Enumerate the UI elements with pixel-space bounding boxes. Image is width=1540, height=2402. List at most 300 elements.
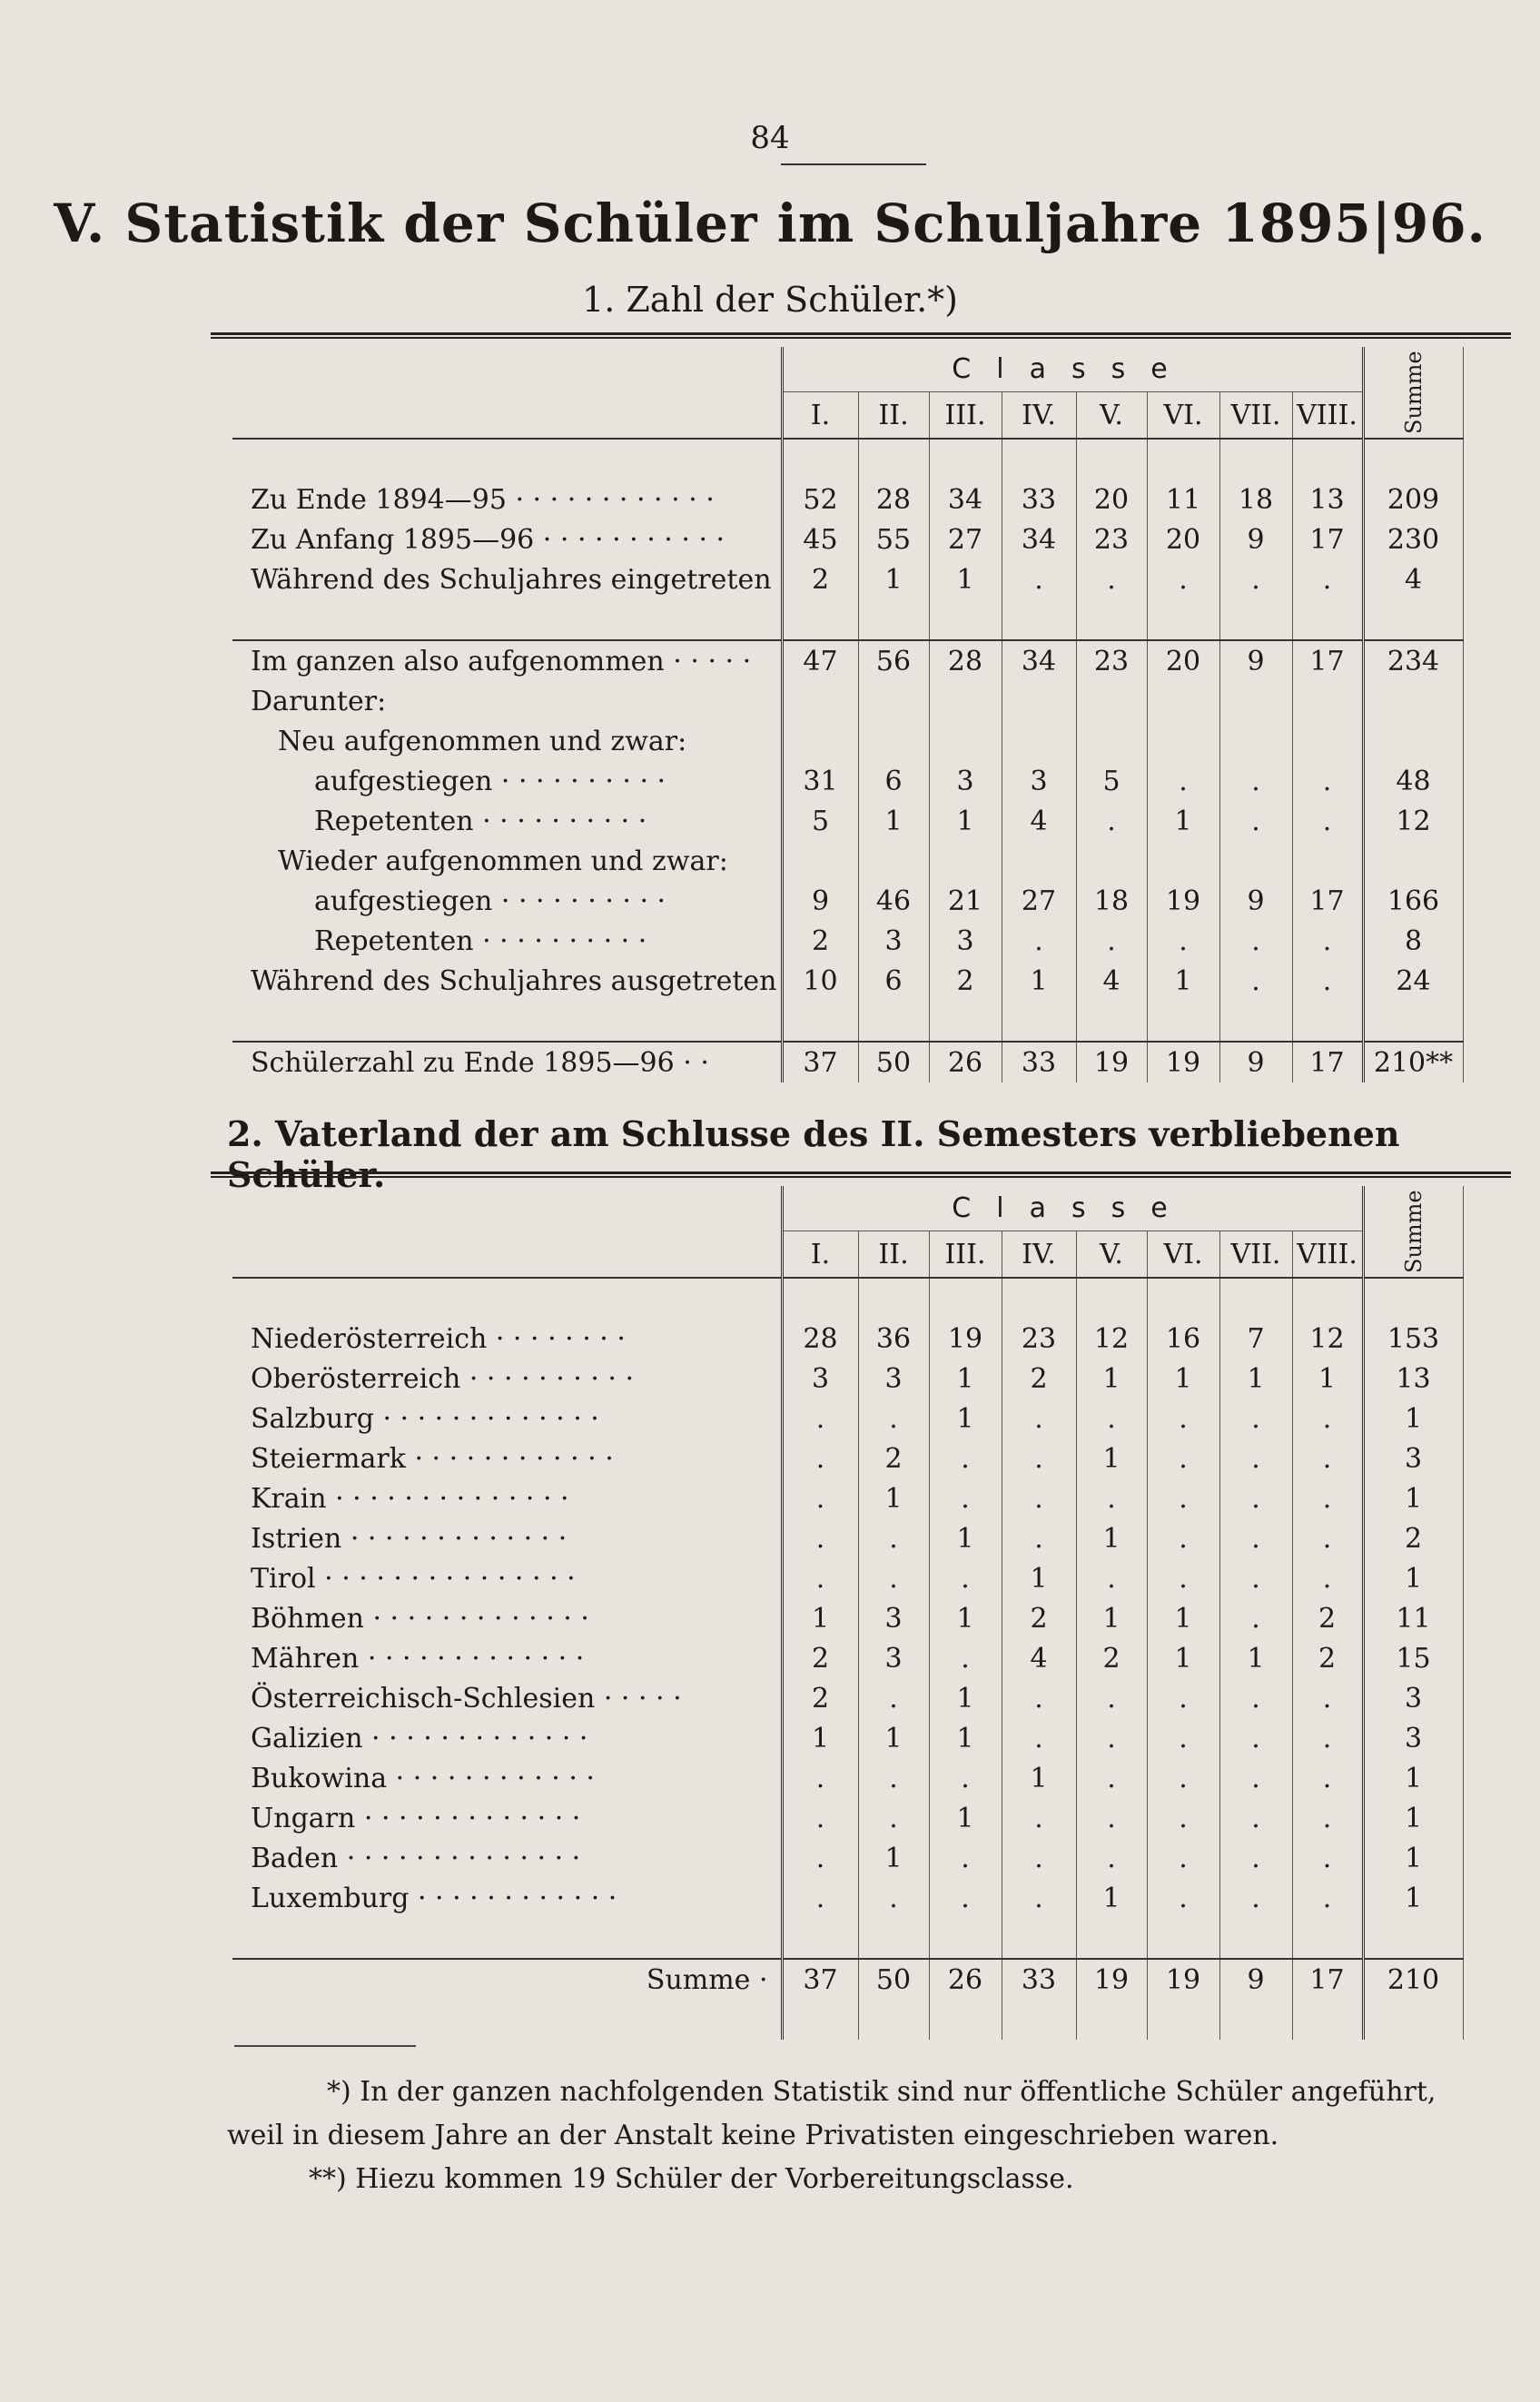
t2-cell: 23 bbox=[1002, 1319, 1076, 1359]
t1-row-sum: 234 bbox=[1363, 640, 1463, 681]
t2-row bbox=[232, 1518, 1463, 1558]
t2-row-sum: 3 bbox=[1363, 1678, 1463, 1718]
t2-cell: . bbox=[1002, 1798, 1076, 1838]
t1-cell: 6 bbox=[858, 761, 929, 801]
t2-cell: 3 bbox=[782, 1359, 858, 1399]
t1-cell: 3 bbox=[929, 921, 1002, 961]
t2-spacer-cell bbox=[858, 1278, 929, 1319]
t2-cell: 1 bbox=[929, 1798, 1002, 1838]
t1-cell: 34 bbox=[929, 479, 1002, 519]
t2-cell: . bbox=[1219, 1838, 1292, 1878]
t2-cell: . bbox=[929, 1638, 1002, 1678]
t1-cell: . bbox=[1292, 961, 1363, 1001]
t1-cell bbox=[1219, 841, 1292, 881]
t2-cell: . bbox=[1002, 1478, 1076, 1518]
t2-spacer-cell bbox=[1002, 1918, 1076, 1959]
t2-row-sum: 1 bbox=[1363, 1838, 1463, 1878]
t1-cell bbox=[1002, 841, 1076, 881]
t2-cell: 4 bbox=[1002, 1638, 1076, 1678]
t2-cell: . bbox=[1002, 1878, 1076, 1918]
t2-row-label: Summe · bbox=[232, 1959, 782, 2000]
t2-cell: 17 bbox=[1292, 1959, 1363, 2000]
t2-cell: . bbox=[1219, 1478, 1292, 1518]
t1-cell: . bbox=[1219, 761, 1292, 801]
footnote-1-line-1: *) In der ganzen nachfolgenden Statistik sind nur öffentliche Schüler angeführt, bbox=[327, 2076, 1436, 2108]
t2-row-sum: 1 bbox=[1363, 1758, 1463, 1798]
t2-cell: . bbox=[858, 1878, 929, 1918]
t1-row-sum: 24 bbox=[1363, 961, 1463, 1001]
t1-spacer-cell bbox=[782, 1001, 858, 1042]
t1-cell bbox=[929, 721, 1002, 761]
t2-cell: . bbox=[858, 1678, 929, 1718]
t2-cell: 33 bbox=[1002, 1959, 1076, 2000]
t2-row-sum: 1 bbox=[1363, 1399, 1463, 1438]
t1-cell: 13 bbox=[1292, 479, 1363, 519]
t2-cell: . bbox=[782, 1518, 858, 1558]
t1-cell: 21 bbox=[929, 881, 1002, 921]
t2-cell: 12 bbox=[1292, 1319, 1363, 1359]
t2-row bbox=[232, 1438, 1463, 1478]
t1-row bbox=[232, 881, 1463, 921]
t1-cell: 1 bbox=[1147, 961, 1219, 1001]
t1-cell: 6 bbox=[858, 961, 929, 1001]
t1-header-blank bbox=[232, 347, 782, 439]
t1-cell bbox=[1147, 681, 1219, 721]
t2-row-sum: 1 bbox=[1363, 1878, 1463, 1918]
t1-spacer-cell bbox=[929, 1001, 1002, 1042]
t2-row-label: Istrien · · · · · · · · · · · · · bbox=[232, 1518, 782, 1558]
t2-cell: . bbox=[858, 1558, 929, 1598]
t1-cell: 18 bbox=[1219, 479, 1292, 519]
t1-class-header-1: I. bbox=[782, 392, 858, 439]
t2-cell: 1 bbox=[1219, 1638, 1292, 1678]
t2-cell: . bbox=[1076, 1798, 1147, 1838]
t2-cell: . bbox=[858, 1758, 929, 1798]
t1-cell bbox=[1076, 721, 1147, 761]
t1-spacer-cell bbox=[929, 599, 1002, 640]
t1-cell: 9 bbox=[1219, 881, 1292, 921]
t2-cell: . bbox=[929, 1758, 1002, 1798]
t2-cell: 1 bbox=[782, 1598, 858, 1638]
t1-cell: 18 bbox=[1076, 881, 1147, 921]
t1-cell: 34 bbox=[1002, 640, 1076, 681]
t1-spacer-cell bbox=[1076, 599, 1147, 640]
t2-cell: 3 bbox=[858, 1638, 929, 1678]
t2-cell: . bbox=[1292, 1878, 1363, 1918]
t1-cell: 17 bbox=[1292, 519, 1363, 559]
t2-row-label: Mähren · · · · · · · · · · · · · bbox=[232, 1638, 782, 1678]
t2-spacer-cell bbox=[232, 2000, 782, 2040]
t1-cell bbox=[1147, 721, 1219, 761]
t1-row bbox=[232, 841, 1463, 881]
t1-cell: 26 bbox=[929, 1042, 1002, 1082]
t2-cell: . bbox=[1292, 1798, 1363, 1838]
t2-row bbox=[232, 1399, 1463, 1438]
t2-cell: 19 bbox=[929, 1319, 1002, 1359]
t2-cell: . bbox=[782, 1798, 858, 1838]
t2-row bbox=[232, 1758, 1463, 1798]
t1-cell bbox=[1219, 721, 1292, 761]
t1-cell: . bbox=[1147, 761, 1219, 801]
t1-row-label: Wieder aufgenommen und zwar: bbox=[232, 841, 782, 881]
t2-cell: 1 bbox=[929, 1518, 1002, 1558]
t2-cell: 19 bbox=[1076, 1959, 1147, 2000]
t1-cell: 23 bbox=[1076, 519, 1147, 559]
t2-row-label: Oberösterreich · · · · · · · · · · bbox=[232, 1359, 782, 1399]
t2-cell: 3 bbox=[858, 1359, 929, 1399]
t2-row bbox=[232, 1718, 1463, 1758]
t2-cell: . bbox=[1219, 1678, 1292, 1718]
t1-cell: . bbox=[1002, 559, 1076, 599]
t2-cell: 19 bbox=[1147, 1959, 1219, 2000]
t1-class-header-8: VIII. bbox=[1292, 392, 1363, 439]
t2-cell: 1 bbox=[1076, 1518, 1147, 1558]
t1-class-header-5: V. bbox=[1076, 392, 1147, 439]
t1-cell: 2 bbox=[782, 921, 858, 961]
t1-row-sum: 4 bbox=[1363, 559, 1463, 599]
footnote-rule bbox=[234, 2045, 416, 2047]
t2-cell: . bbox=[1292, 1438, 1363, 1478]
t2-spacer-cell bbox=[1002, 2000, 1076, 2040]
t1-row-label: Schülerzahl zu Ende 1895—96 · · bbox=[232, 1042, 782, 1082]
t2-row bbox=[232, 1878, 1463, 1918]
t2-cell: . bbox=[1147, 1878, 1219, 1918]
t1-cell: 56 bbox=[858, 640, 929, 681]
t2-row bbox=[232, 1319, 1463, 1359]
t1-spacer-cell bbox=[782, 599, 858, 640]
t1-cell: . bbox=[1147, 559, 1219, 599]
t2-spacer-cell bbox=[1363, 1278, 1463, 1319]
t1-row bbox=[232, 1042, 1463, 1082]
t1-row bbox=[232, 681, 1463, 721]
t1-row-sum: 8 bbox=[1363, 921, 1463, 961]
t2-cell: 50 bbox=[858, 1959, 929, 2000]
t1-cell bbox=[858, 721, 929, 761]
t2-cell: 12 bbox=[1076, 1319, 1147, 1359]
t1-cell: 28 bbox=[858, 479, 929, 519]
t2-cell: . bbox=[1219, 1438, 1292, 1478]
t1-cell: . bbox=[1147, 921, 1219, 961]
t1-row-label: Während des Schuljahres eingetreten bbox=[232, 559, 782, 599]
t2-cell: 1 bbox=[929, 1718, 1002, 1758]
t1-spacer-cell bbox=[232, 599, 782, 640]
t2-cell: 2 bbox=[1076, 1638, 1147, 1678]
t1-cell: 17 bbox=[1292, 881, 1363, 921]
t2-row bbox=[232, 1798, 1463, 1838]
t2-cell: . bbox=[1219, 1399, 1292, 1438]
t2-header-blank bbox=[232, 1186, 782, 1278]
t1-spacer-row bbox=[232, 599, 1463, 640]
t2-cell: 1 bbox=[1219, 1359, 1292, 1399]
t1-spacer-cell bbox=[1363, 599, 1463, 640]
t2-row-label: Galizien · · · · · · · · · · · · · bbox=[232, 1718, 782, 1758]
t2-class-header-7: VII. bbox=[1219, 1231, 1292, 1278]
t2-row bbox=[232, 1638, 1463, 1678]
t2-class-header-2: II. bbox=[858, 1231, 929, 1278]
t2-spacer-cell bbox=[1219, 1918, 1292, 1959]
t2-class-header-1: I. bbox=[782, 1231, 858, 1278]
t2-cell: 1 bbox=[929, 1598, 1002, 1638]
t2-cell: . bbox=[1147, 1478, 1219, 1518]
t1-cell: 31 bbox=[782, 761, 858, 801]
t1-cell: 4 bbox=[1002, 801, 1076, 841]
t2-cell: . bbox=[1002, 1678, 1076, 1718]
t2-cell: 7 bbox=[1219, 1319, 1292, 1359]
t2-cell: 1 bbox=[1147, 1598, 1219, 1638]
t2-spacer-cell bbox=[232, 1278, 782, 1319]
table1-top-rule bbox=[211, 332, 1511, 339]
t2-cell: 9 bbox=[1219, 1959, 1292, 2000]
t2-cell: . bbox=[929, 1478, 1002, 1518]
t1-spacer-cell bbox=[232, 1001, 782, 1042]
footnotes bbox=[227, 2071, 1498, 2201]
t1-cell: . bbox=[1292, 801, 1363, 841]
t2-cell: . bbox=[1002, 1838, 1076, 1878]
t1-cell: 27 bbox=[1002, 881, 1076, 921]
t2-class-header-5: V. bbox=[1076, 1231, 1147, 1278]
t2-cell: . bbox=[1219, 1718, 1292, 1758]
t2-row bbox=[232, 1598, 1463, 1638]
t2-spacer-cell bbox=[929, 1278, 1002, 1319]
t2-cell: . bbox=[1076, 1558, 1147, 1598]
t1-cell bbox=[782, 681, 858, 721]
t2-spacer-cell bbox=[1147, 2000, 1219, 2040]
t1-cell: 9 bbox=[782, 881, 858, 921]
t2-spacer-cell bbox=[782, 1918, 858, 1959]
t2-header-row-classe bbox=[232, 1186, 1463, 1231]
t1-spacer-cell bbox=[858, 599, 929, 640]
table1-subtitle: 1. Zahl der Schüler.*) bbox=[582, 280, 958, 320]
t1-row-sum bbox=[1363, 721, 1463, 761]
t2-cell: . bbox=[1002, 1518, 1076, 1558]
t1-spacer-cell bbox=[1076, 439, 1147, 479]
t1-cell: 19 bbox=[1147, 1042, 1219, 1082]
t2-spacer-cell bbox=[1219, 2000, 1292, 2040]
t2-cell: . bbox=[1292, 1399, 1363, 1438]
t1-spacer-cell bbox=[1002, 439, 1076, 479]
t2-row-label: Niederösterreich · · · · · · · · bbox=[232, 1319, 782, 1359]
t1-cell: . bbox=[1219, 921, 1292, 961]
t1-cell: . bbox=[1292, 559, 1363, 599]
t2-cell: 2 bbox=[1292, 1598, 1363, 1638]
t1-cell: 2 bbox=[929, 961, 1002, 1001]
t2-row-sum: 11 bbox=[1363, 1598, 1463, 1638]
t2-spacer-cell bbox=[1076, 1918, 1147, 1959]
t1-cell: 19 bbox=[1147, 881, 1219, 921]
t2-cell: . bbox=[1219, 1558, 1292, 1598]
t1-cell: . bbox=[1076, 559, 1147, 599]
t2-cell: 16 bbox=[1147, 1319, 1219, 1359]
t1-cell: 17 bbox=[1292, 1042, 1363, 1082]
t1-class-header-7: VII. bbox=[1219, 392, 1292, 439]
t2-cell: . bbox=[1002, 1718, 1076, 1758]
t2-row-label: Tirol · · · · · · · · · · · · · · · bbox=[232, 1558, 782, 1598]
t1-cell: 3 bbox=[929, 761, 1002, 801]
t2-cell: . bbox=[1292, 1718, 1363, 1758]
t2-cell: . bbox=[1292, 1758, 1363, 1798]
footnote-2: **) Hiezu kommen 19 Schüler der Vorbereitungsclasse. bbox=[309, 2163, 1074, 2195]
t2-cell: 1 bbox=[929, 1678, 1002, 1718]
t2-row-label: Böhmen · · · · · · · · · · · · · bbox=[232, 1598, 782, 1638]
t2-spacer-cell bbox=[1292, 1278, 1363, 1319]
t2-cell: . bbox=[929, 1558, 1002, 1598]
t1-row-label: Repetenten · · · · · · · · · · bbox=[232, 801, 782, 841]
t2-cell: . bbox=[1292, 1838, 1363, 1878]
t1-spacer-cell bbox=[1147, 439, 1219, 479]
t1-cell: . bbox=[1292, 921, 1363, 961]
t2-cell: 2 bbox=[1002, 1359, 1076, 1399]
t2-cell: 1 bbox=[1147, 1359, 1219, 1399]
t2-cell: . bbox=[1219, 1878, 1292, 1918]
t2-row bbox=[232, 1478, 1463, 1518]
t2-cell: . bbox=[1292, 1478, 1363, 1518]
t1-row-label: Während des Schuljahres ausgetreten bbox=[232, 961, 782, 1001]
t1-spacer-row bbox=[232, 1001, 1463, 1042]
t2-spacer-cell bbox=[1219, 1278, 1292, 1319]
t1-row bbox=[232, 519, 1463, 559]
t2-spacer-cell bbox=[1292, 1918, 1363, 1959]
t1-row-label: Repetenten · · · · · · · · · · bbox=[232, 921, 782, 961]
t1-cell: 9 bbox=[1219, 640, 1292, 681]
t1-cell: 20 bbox=[1147, 519, 1219, 559]
t1-cell: . bbox=[1292, 761, 1363, 801]
t1-row-sum: 210** bbox=[1363, 1042, 1463, 1082]
t2-row-sum: 3 bbox=[1363, 1718, 1463, 1758]
t1-spacer-cell bbox=[232, 439, 782, 479]
page-number-rule bbox=[781, 163, 926, 165]
t1-cell: 5 bbox=[1076, 761, 1147, 801]
t1-header-row-classe bbox=[232, 347, 1463, 392]
t1-classe-header: Classe bbox=[782, 347, 1363, 392]
t2-class-header-8: VIII. bbox=[1292, 1231, 1363, 1278]
footnote-1-line-2: weil in diesem Jahre an der Anstalt keine Privatisten eingeschrieben waren. bbox=[227, 2120, 1279, 2151]
t1-row bbox=[232, 559, 1463, 599]
t1-row-label: Zu Ende 1894—95 · · · · · · · · · · · · bbox=[232, 479, 782, 519]
t2-cell: . bbox=[929, 1838, 1002, 1878]
t2-class-header-3: III. bbox=[929, 1231, 1002, 1278]
t2-cell: . bbox=[1219, 1518, 1292, 1558]
table2-section-title: 2. Vaterland der am Schlusse des II. Semesters verbliebenen Schüler. bbox=[227, 1113, 1400, 1195]
t2-cell: . bbox=[782, 1558, 858, 1598]
t2-cell: 2 bbox=[858, 1438, 929, 1478]
t2-cell: 1 bbox=[858, 1718, 929, 1758]
t1-row-sum: 12 bbox=[1363, 801, 1463, 841]
t1-spacer-cell bbox=[1147, 1001, 1219, 1042]
t1-cell bbox=[782, 721, 858, 761]
t1-cell: 19 bbox=[1076, 1042, 1147, 1082]
t2-cell: . bbox=[782, 1438, 858, 1478]
t1-cell: . bbox=[1076, 921, 1147, 961]
t2-spacer-cell bbox=[782, 1278, 858, 1319]
t2-cell: . bbox=[1002, 1399, 1076, 1438]
t1-cell bbox=[1219, 681, 1292, 721]
t1-row-sum bbox=[1363, 841, 1463, 881]
t1-cell bbox=[1292, 681, 1363, 721]
t1-row-sum: 166 bbox=[1363, 881, 1463, 921]
t1-cell: 3 bbox=[1002, 761, 1076, 801]
t2-cell: 2 bbox=[782, 1678, 858, 1718]
t2-row-sum: 153 bbox=[1363, 1319, 1463, 1359]
t1-cell: 2 bbox=[782, 559, 858, 599]
t2-row-label: Steiermark · · · · · · · · · · · · bbox=[232, 1438, 782, 1478]
t1-class-header-2: II. bbox=[858, 392, 929, 439]
t2-spacer-row bbox=[232, 1918, 1463, 1959]
t2-cell: 2 bbox=[1292, 1638, 1363, 1678]
t2-cell: . bbox=[1076, 1399, 1147, 1438]
t2-summe-header bbox=[1363, 1186, 1463, 1278]
t1-cell bbox=[929, 681, 1002, 721]
t2-cell: . bbox=[1147, 1558, 1219, 1598]
t2-cell: 26 bbox=[929, 1959, 1002, 2000]
t1-spacer-cell bbox=[929, 439, 1002, 479]
t2-cell: 1 bbox=[858, 1838, 929, 1878]
t2-cell: . bbox=[1219, 1598, 1292, 1638]
t1-cell bbox=[1002, 721, 1076, 761]
t1-cell: 28 bbox=[929, 640, 1002, 681]
t1-row-label: Neu aufgenommen und zwar: bbox=[232, 721, 782, 761]
t1-cell: . bbox=[1219, 801, 1292, 841]
t2-row-sum: 210 bbox=[1363, 1959, 1463, 2000]
t2-spacer-cell bbox=[782, 2000, 858, 2040]
t1-cell: 27 bbox=[929, 519, 1002, 559]
t2-row-label: Luxemburg · · · · · · · · · · · · bbox=[232, 1878, 782, 1918]
t2-cell: . bbox=[1076, 1838, 1147, 1878]
t1-spacer-cell bbox=[1363, 439, 1463, 479]
t2-cell: . bbox=[1147, 1678, 1219, 1718]
t2-cell: 1 bbox=[1002, 1758, 1076, 1798]
t1-cell: 37 bbox=[782, 1042, 858, 1082]
t2-cell: . bbox=[929, 1438, 1002, 1478]
t1-cell bbox=[782, 841, 858, 881]
t2-cell: . bbox=[1147, 1838, 1219, 1878]
t1-cell: 17 bbox=[1292, 640, 1363, 681]
t1-summe-header-label: Summe bbox=[1400, 351, 1426, 434]
t1-cell: 33 bbox=[1002, 1042, 1076, 1082]
t1-cell: . bbox=[1219, 559, 1292, 599]
t2-row bbox=[232, 1359, 1463, 1399]
t1-spacer-cell bbox=[1147, 599, 1219, 640]
t1-summe-header bbox=[1363, 347, 1463, 439]
t2-cell: 1 bbox=[1147, 1638, 1219, 1678]
t2-cell: 2 bbox=[1002, 1598, 1076, 1638]
t2-row bbox=[232, 1959, 1463, 2000]
t2-cell: . bbox=[1147, 1399, 1219, 1438]
t1-cell: 9 bbox=[1219, 1042, 1292, 1082]
t1-row-label: Im ganzen also aufgenommen · · · · · bbox=[232, 640, 782, 681]
t1-row-sum: 209 bbox=[1363, 479, 1463, 519]
t1-class-header-6: VI. bbox=[1147, 392, 1219, 439]
t2-spacer-cell bbox=[858, 2000, 929, 2040]
t1-row bbox=[232, 479, 1463, 519]
t1-spacer-cell bbox=[1292, 439, 1363, 479]
t1-spacer-cell bbox=[1002, 599, 1076, 640]
t1-class-header-3: III. bbox=[929, 392, 1002, 439]
t2-row bbox=[232, 1678, 1463, 1718]
t2-spacer-cell bbox=[1363, 2000, 1463, 2040]
table-schueler-zahl bbox=[232, 347, 1464, 1082]
t2-row-sum: 13 bbox=[1363, 1359, 1463, 1399]
t1-spacer-cell bbox=[1002, 1001, 1076, 1042]
t2-cell: 1 bbox=[782, 1718, 858, 1758]
t2-cell: 36 bbox=[858, 1319, 929, 1359]
t1-cell bbox=[858, 681, 929, 721]
t2-cell: 1 bbox=[1076, 1878, 1147, 1918]
t1-cell bbox=[1002, 681, 1076, 721]
t1-row bbox=[232, 921, 1463, 961]
t2-summe-header-label: Summe bbox=[1400, 1190, 1426, 1273]
t1-spacer-cell bbox=[782, 439, 858, 479]
t2-row-label: Salzburg · · · · · · · · · · · · · bbox=[232, 1399, 782, 1438]
